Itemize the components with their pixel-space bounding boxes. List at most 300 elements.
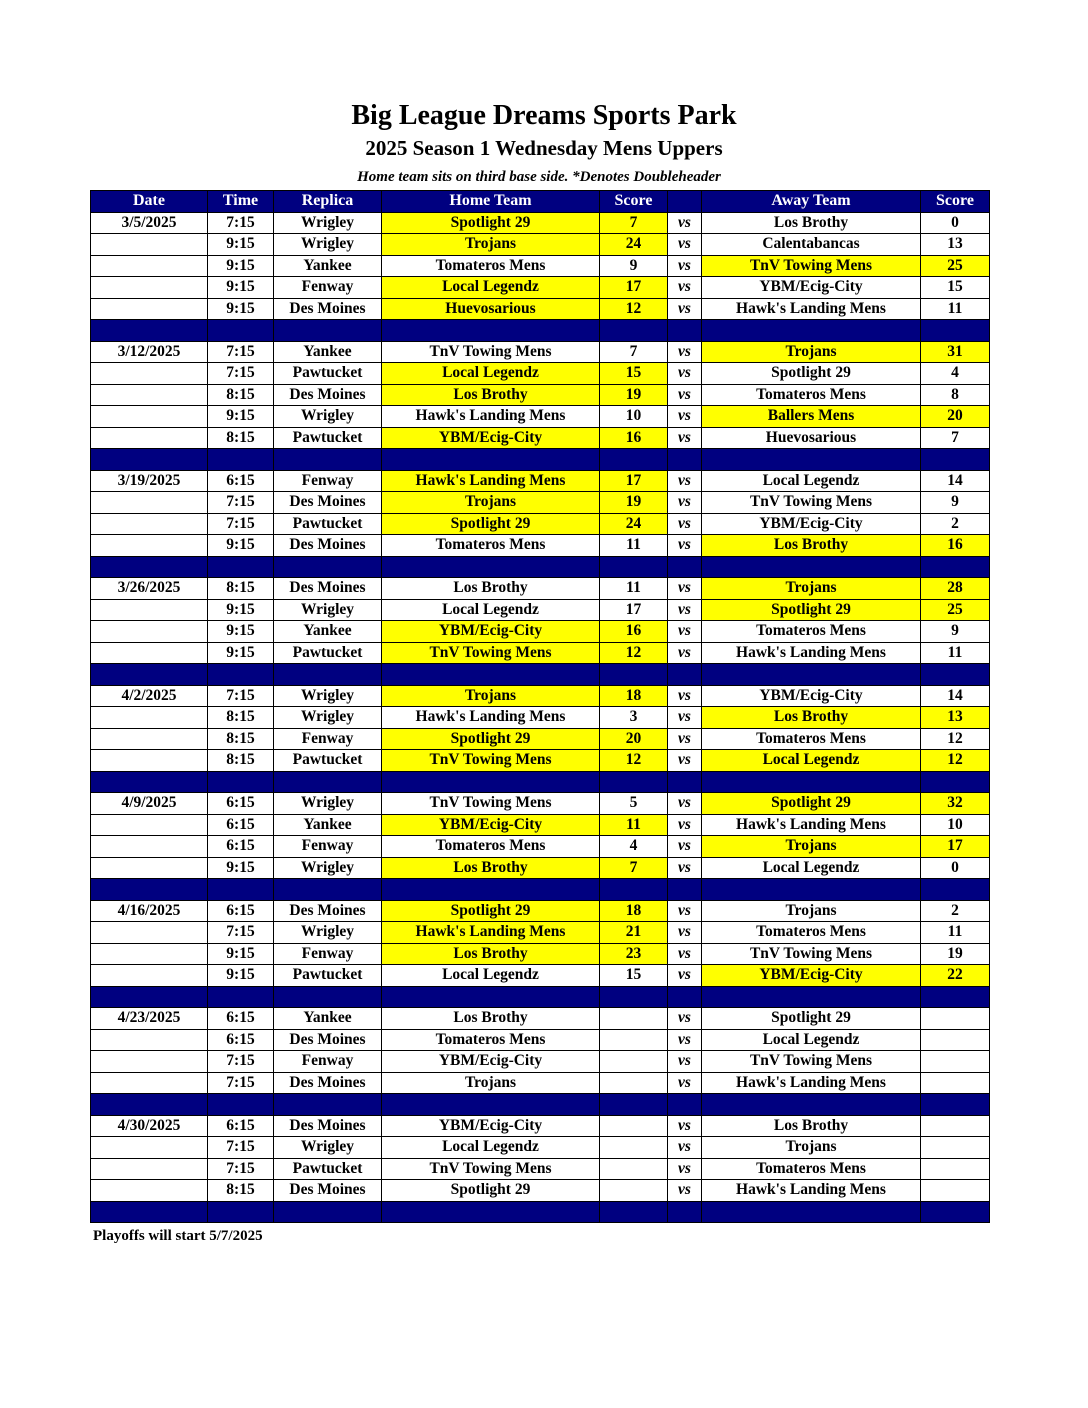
separator-cell: [702, 664, 921, 686]
away-team: TnV Towing Mens: [702, 943, 921, 965]
home-team: Los Brothy: [382, 384, 600, 406]
game-date: [91, 1072, 208, 1094]
game-field: Wrigley: [274, 857, 382, 879]
game-row: [91, 965, 990, 987]
vs-label: vs: [668, 1008, 702, 1030]
vs-label: vs: [668, 1051, 702, 1073]
away-score: [921, 1158, 990, 1180]
home-team: TnV Towing Mens: [382, 341, 600, 363]
home-score: 7: [600, 212, 668, 234]
vs-label: vs: [668, 793, 702, 815]
game-date: [91, 535, 208, 557]
game-field: Des Moines: [274, 535, 382, 557]
game-date: [91, 1158, 208, 1180]
vs-label: vs: [668, 900, 702, 922]
game-date: [91, 965, 208, 987]
vs-label: vs: [668, 1180, 702, 1202]
vs-label: vs: [668, 599, 702, 621]
away-score: 12: [921, 728, 990, 750]
game-time: 8:15: [208, 707, 274, 729]
home-score: [600, 1051, 668, 1073]
separator-cell: [600, 986, 668, 1008]
game-date: [91, 728, 208, 750]
game-time: 6:15: [208, 1029, 274, 1051]
separator-cell: [921, 1094, 990, 1116]
away-score: [921, 1051, 990, 1073]
game-date: [91, 922, 208, 944]
game-field: Pawtucket: [274, 750, 382, 772]
separator-cell: [600, 664, 668, 686]
game-date: [91, 1137, 208, 1159]
col-header-date: Date: [91, 191, 208, 213]
vs-label: vs: [668, 277, 702, 299]
home-team: Huevosarious: [382, 298, 600, 320]
game-field: Pawtucket: [274, 1158, 382, 1180]
game-row: [91, 750, 990, 772]
separator-cell: [208, 449, 274, 471]
game-field: Fenway: [274, 1051, 382, 1073]
away-team: TnV Towing Mens: [702, 1051, 921, 1073]
separator-cell: [921, 986, 990, 1008]
home-score: 17: [600, 470, 668, 492]
game-row: [91, 492, 990, 514]
home-team: Hawk's Landing Mens: [382, 470, 600, 492]
game-field: Pawtucket: [274, 642, 382, 664]
game-date: [91, 599, 208, 621]
away-score: 19: [921, 943, 990, 965]
away-team: Los Brothy: [702, 1115, 921, 1137]
away-score: 16: [921, 535, 990, 557]
away-score: [921, 1180, 990, 1202]
away-score: 25: [921, 255, 990, 277]
away-team: Ballers Mens: [702, 406, 921, 428]
away-score: 4: [921, 363, 990, 385]
game-row: [91, 621, 990, 643]
game-date: [91, 277, 208, 299]
separator-cell: [921, 1201, 990, 1223]
game-field: Des Moines: [274, 1115, 382, 1137]
game-date: [91, 707, 208, 729]
away-team: Tomateros Mens: [702, 728, 921, 750]
separator-cell: [668, 449, 702, 471]
home-team: Trojans: [382, 685, 600, 707]
week-separator-row: [91, 449, 990, 471]
game-date: [91, 1051, 208, 1073]
away-team: Los Brothy: [702, 707, 921, 729]
col-header-away-score: Score: [921, 191, 990, 213]
separator-cell: [668, 1201, 702, 1223]
separator-cell: [668, 664, 702, 686]
home-team: Spotlight 29: [382, 513, 600, 535]
vs-label: vs: [668, 943, 702, 965]
game-field: Fenway: [274, 277, 382, 299]
game-time: 9:15: [208, 943, 274, 965]
game-date: [91, 384, 208, 406]
game-row: [91, 255, 990, 277]
separator-cell: [274, 1201, 382, 1223]
col-header-time: Time: [208, 191, 274, 213]
away-score: [921, 1115, 990, 1137]
home-team: TnV Towing Mens: [382, 793, 600, 815]
separator-cell: [382, 986, 600, 1008]
home-score: 12: [600, 298, 668, 320]
separator-cell: [702, 1094, 921, 1116]
away-score: 31: [921, 341, 990, 363]
separator-cell: [600, 879, 668, 901]
game-field: Des Moines: [274, 900, 382, 922]
game-row: [91, 642, 990, 664]
page-subtitle: 2025 Season 1 Wednesday Mens Uppers: [365, 136, 723, 160]
separator-cell: [921, 879, 990, 901]
game-time: 8:15: [208, 578, 274, 600]
separator-cell: [921, 771, 990, 793]
home-team: Trojans: [382, 234, 600, 256]
home-score: 15: [600, 363, 668, 385]
vs-label: vs: [668, 965, 702, 987]
vs-label: vs: [668, 341, 702, 363]
game-time: 7:15: [208, 922, 274, 944]
vs-label: vs: [668, 1072, 702, 1094]
separator-cell: [208, 986, 274, 1008]
separator-cell: [921, 449, 990, 471]
game-row: [91, 685, 990, 707]
away-team: Trojans: [702, 900, 921, 922]
separator-cell: [382, 449, 600, 471]
home-team: Trojans: [382, 1072, 600, 1094]
game-time: 9:15: [208, 298, 274, 320]
schedule-note: Home team sits on third base side. *Denotes Doubleheader: [357, 169, 721, 185]
game-row: [91, 277, 990, 299]
home-team: Hawk's Landing Mens: [382, 922, 600, 944]
game-date: 3/5/2025: [91, 212, 208, 234]
home-score: [600, 1072, 668, 1094]
away-team: Spotlight 29: [702, 1008, 921, 1030]
away-score: 9: [921, 492, 990, 514]
separator-cell: [382, 879, 600, 901]
vs-label: vs: [668, 427, 702, 449]
separator-cell: [208, 1201, 274, 1223]
home-team: YBM/Ecig-City: [382, 427, 600, 449]
game-date: [91, 642, 208, 664]
separator-cell: [668, 879, 702, 901]
game-field: Pawtucket: [274, 965, 382, 987]
col-header-home-team: Home Team: [382, 191, 600, 213]
away-score: 22: [921, 965, 990, 987]
vs-label: vs: [668, 212, 702, 234]
game-field: Pawtucket: [274, 427, 382, 449]
home-team: Hawk's Landing Mens: [382, 707, 600, 729]
away-team: Local Legendz: [702, 857, 921, 879]
game-time: 9:15: [208, 621, 274, 643]
game-time: 6:15: [208, 1008, 274, 1030]
game-time: 9:15: [208, 255, 274, 277]
away-score: 11: [921, 642, 990, 664]
separator-cell: [600, 556, 668, 578]
home-score: 7: [600, 857, 668, 879]
away-score: 9: [921, 621, 990, 643]
game-row: [91, 427, 990, 449]
vs-label: vs: [668, 234, 702, 256]
game-field: Des Moines: [274, 1180, 382, 1202]
game-row: [91, 298, 990, 320]
game-field: Des Moines: [274, 1072, 382, 1094]
game-time: 7:15: [208, 341, 274, 363]
col-header-replica: Replica: [274, 191, 382, 213]
game-field: Pawtucket: [274, 513, 382, 535]
away-team: Trojans: [702, 836, 921, 858]
game-field: Yankee: [274, 341, 382, 363]
home-team: Local Legendz: [382, 599, 600, 621]
separator-cell: [274, 879, 382, 901]
separator-cell: [91, 556, 208, 578]
home-team: YBM/Ecig-City: [382, 1051, 600, 1073]
away-team: YBM/Ecig-City: [702, 277, 921, 299]
home-score: 23: [600, 943, 668, 965]
vs-label: vs: [668, 922, 702, 944]
game-field: Fenway: [274, 470, 382, 492]
separator-cell: [921, 556, 990, 578]
separator-cell: [274, 449, 382, 471]
home-team: Tomateros Mens: [382, 535, 600, 557]
away-team: YBM/Ecig-City: [702, 513, 921, 535]
away-team: Hawk's Landing Mens: [702, 1180, 921, 1202]
game-time: 6:15: [208, 900, 274, 922]
away-score: 10: [921, 814, 990, 836]
game-row: [91, 857, 990, 879]
vs-label: vs: [668, 707, 702, 729]
game-field: Yankee: [274, 1008, 382, 1030]
game-time: 6:15: [208, 1115, 274, 1137]
away-team: Huevosarious: [702, 427, 921, 449]
game-time: 7:15: [208, 492, 274, 514]
game-date: 4/16/2025: [91, 900, 208, 922]
game-field: Wrigley: [274, 599, 382, 621]
home-team: Tomateros Mens: [382, 836, 600, 858]
home-team: Spotlight 29: [382, 1180, 600, 1202]
game-row: [91, 836, 990, 858]
home-score: 12: [600, 642, 668, 664]
vs-label: vs: [668, 836, 702, 858]
game-time: 7:15: [208, 685, 274, 707]
col-header-away-team: Away Team: [702, 191, 921, 213]
separator-cell: [668, 771, 702, 793]
separator-cell: [208, 1094, 274, 1116]
away-score: [921, 1072, 990, 1094]
game-time: 9:15: [208, 857, 274, 879]
game-date: 3/26/2025: [91, 578, 208, 600]
away-team: Spotlight 29: [702, 793, 921, 815]
home-team: Spotlight 29: [382, 900, 600, 922]
vs-label: vs: [668, 1158, 702, 1180]
home-score: 12: [600, 750, 668, 772]
vs-label: vs: [668, 492, 702, 514]
home-score: 21: [600, 922, 668, 944]
vs-label: vs: [668, 470, 702, 492]
game-row: [91, 943, 990, 965]
separator-cell: [91, 664, 208, 686]
week-separator-row: [91, 771, 990, 793]
separator-cell: [702, 320, 921, 342]
separator-cell: [208, 664, 274, 686]
week-separator-row: [91, 320, 990, 342]
away-team: Trojans: [702, 341, 921, 363]
game-field: Wrigley: [274, 685, 382, 707]
game-date: [91, 298, 208, 320]
week-separator-row: [91, 1094, 990, 1116]
vs-label: vs: [668, 750, 702, 772]
away-score: 13: [921, 707, 990, 729]
game-time: 8:15: [208, 1180, 274, 1202]
separator-cell: [668, 556, 702, 578]
game-row: [91, 1072, 990, 1094]
vs-label: vs: [668, 1137, 702, 1159]
game-row: [91, 599, 990, 621]
game-row: [91, 900, 990, 922]
home-team: Hawk's Landing Mens: [382, 406, 600, 428]
game-field: Wrigley: [274, 212, 382, 234]
week-separator-row: [91, 1201, 990, 1223]
vs-label: vs: [668, 728, 702, 750]
away-team: YBM/Ecig-City: [702, 685, 921, 707]
away-team: Local Legendz: [702, 470, 921, 492]
game-field: Fenway: [274, 836, 382, 858]
separator-cell: [91, 879, 208, 901]
away-score: 17: [921, 836, 990, 858]
home-score: 11: [600, 535, 668, 557]
away-team: Hawk's Landing Mens: [702, 814, 921, 836]
game-field: Fenway: [274, 943, 382, 965]
game-row: [91, 814, 990, 836]
separator-cell: [600, 449, 668, 471]
home-score: 19: [600, 384, 668, 406]
home-team: Trojans: [382, 492, 600, 514]
game-time: 6:15: [208, 814, 274, 836]
separator-cell: [702, 556, 921, 578]
separator-cell: [274, 320, 382, 342]
home-score: [600, 1158, 668, 1180]
away-score: 11: [921, 922, 990, 944]
away-score: 11: [921, 298, 990, 320]
game-row: [91, 728, 990, 750]
game-row: [91, 707, 990, 729]
vs-label: vs: [668, 642, 702, 664]
week-separator-row: [91, 879, 990, 901]
away-team: Tomateros Mens: [702, 1158, 921, 1180]
vs-label: vs: [668, 685, 702, 707]
home-score: 16: [600, 427, 668, 449]
separator-cell: [208, 320, 274, 342]
separator-cell: [382, 320, 600, 342]
separator-cell: [600, 771, 668, 793]
game-time: 8:15: [208, 427, 274, 449]
home-score: 11: [600, 814, 668, 836]
game-row: [91, 1180, 990, 1202]
game-date: [91, 621, 208, 643]
away-score: 12: [921, 750, 990, 772]
game-date: [91, 1180, 208, 1202]
game-field: Pawtucket: [274, 363, 382, 385]
game-time: 9:15: [208, 965, 274, 987]
away-score: 32: [921, 793, 990, 815]
game-date: [91, 814, 208, 836]
away-score: 8: [921, 384, 990, 406]
separator-cell: [274, 556, 382, 578]
home-score: 7: [600, 341, 668, 363]
home-score: 11: [600, 578, 668, 600]
game-time: 8:15: [208, 750, 274, 772]
away-team: Trojans: [702, 578, 921, 600]
separator-cell: [702, 771, 921, 793]
home-score: [600, 1180, 668, 1202]
game-row: [91, 1158, 990, 1180]
separator-cell: [382, 556, 600, 578]
game-field: Wrigley: [274, 922, 382, 944]
game-field: Yankee: [274, 814, 382, 836]
home-score: 5: [600, 793, 668, 815]
home-team: YBM/Ecig-City: [382, 814, 600, 836]
away-score: [921, 1137, 990, 1159]
away-team: Local Legendz: [702, 1029, 921, 1051]
game-row: [91, 1008, 990, 1030]
game-time: 7:15: [208, 363, 274, 385]
away-team: Spotlight 29: [702, 363, 921, 385]
vs-label: vs: [668, 535, 702, 557]
away-score: 20: [921, 406, 990, 428]
away-team: Hawk's Landing Mens: [702, 298, 921, 320]
separator-cell: [208, 771, 274, 793]
home-team: Local Legendz: [382, 277, 600, 299]
home-team: Local Legendz: [382, 363, 600, 385]
away-team: Tomateros Mens: [702, 384, 921, 406]
game-time: 7:15: [208, 1158, 274, 1180]
home-score: 9: [600, 255, 668, 277]
game-time: 9:15: [208, 277, 274, 299]
game-row: [91, 470, 990, 492]
home-score: 20: [600, 728, 668, 750]
home-score: 17: [600, 277, 668, 299]
separator-cell: [91, 986, 208, 1008]
home-team: Tomateros Mens: [382, 255, 600, 277]
away-team: Hawk's Landing Mens: [702, 642, 921, 664]
away-score: 28: [921, 578, 990, 600]
game-row: [91, 793, 990, 815]
home-team: Local Legendz: [382, 1137, 600, 1159]
game-time: 9:15: [208, 406, 274, 428]
home-score: 3: [600, 707, 668, 729]
game-time: 8:15: [208, 728, 274, 750]
away-score: 2: [921, 900, 990, 922]
game-time: 6:15: [208, 793, 274, 815]
game-field: Wrigley: [274, 234, 382, 256]
game-time: 7:15: [208, 1137, 274, 1159]
game-field: Des Moines: [274, 298, 382, 320]
game-row: [91, 535, 990, 557]
away-score: 0: [921, 857, 990, 879]
home-score: 17: [600, 599, 668, 621]
away-team: Spotlight 29: [702, 599, 921, 621]
home-team: YBM/Ecig-City: [382, 1115, 600, 1137]
vs-label: vs: [668, 1029, 702, 1051]
game-field: Wrigley: [274, 707, 382, 729]
game-time: 7:15: [208, 1051, 274, 1073]
vs-label: vs: [668, 814, 702, 836]
separator-cell: [382, 771, 600, 793]
game-date: [91, 363, 208, 385]
home-team: Los Brothy: [382, 857, 600, 879]
away-score: 14: [921, 470, 990, 492]
col-header-vs: [668, 191, 702, 213]
home-score: 10: [600, 406, 668, 428]
